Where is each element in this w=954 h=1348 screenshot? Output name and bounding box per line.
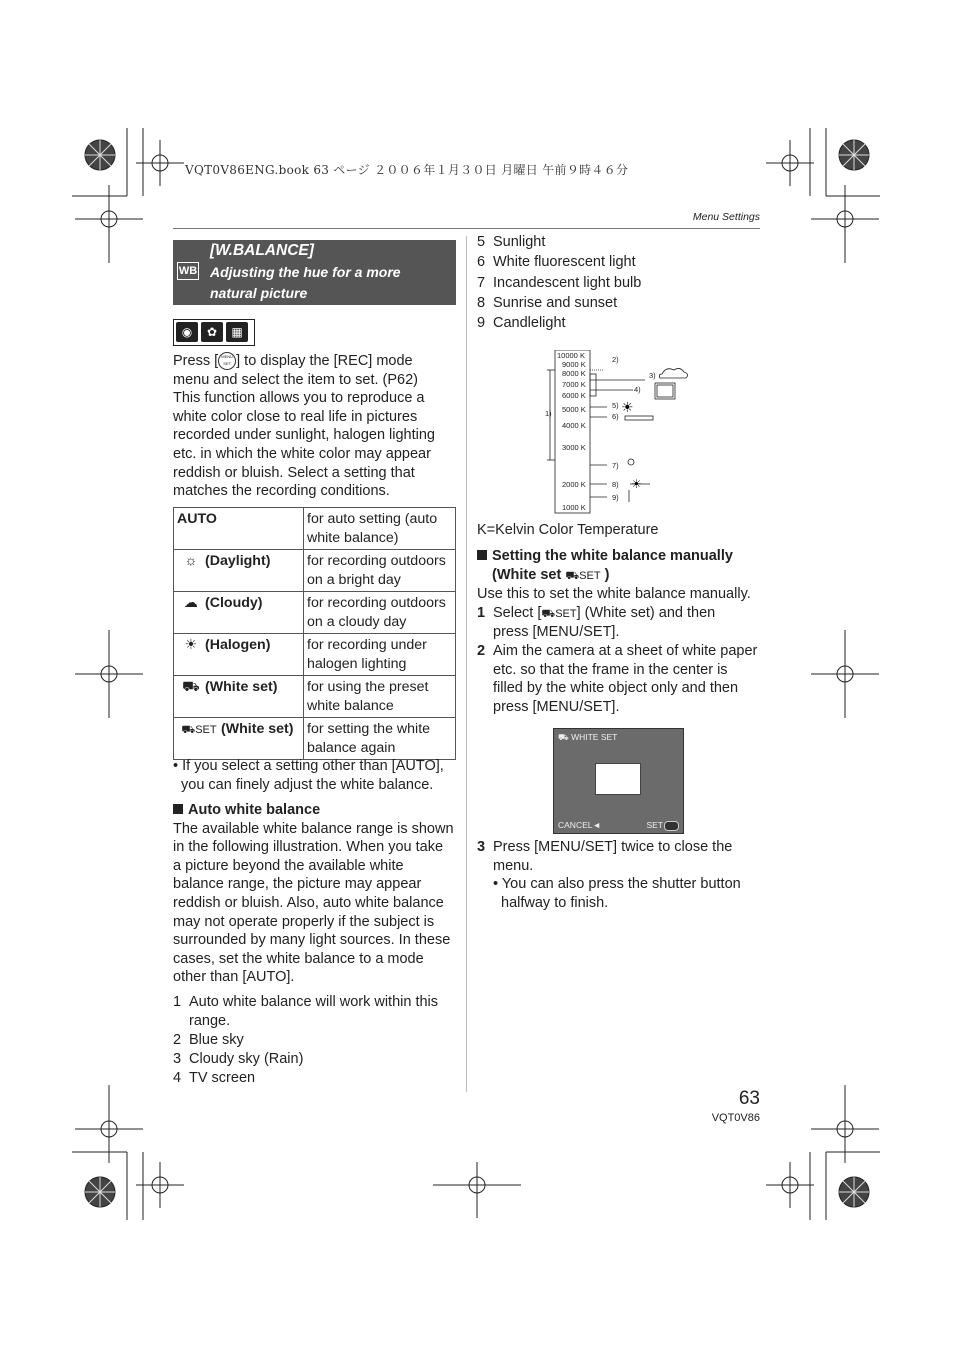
sunlight-icon: ☀ [621, 400, 634, 416]
menu-set-icon: MENU SET [218, 352, 236, 370]
cloudy-icon: ☁ [183, 595, 199, 611]
menu-set-icon [664, 821, 679, 831]
table-row: ⛟SET (White set) for setting the white balance again [174, 718, 456, 760]
intro-text: Press [ MENU SET ] to display the [REC] mode menu and select the item to set. (P62) This function allows you to reproduce a white color close to real life in pictures recorded under sunlight, halogen lighting etc. in which the white color may appear reddish or bluish. Select a setting that matches the recording conditions. [173, 353, 435, 500]
daylight-icon: ☼ [184, 553, 198, 569]
banner-title: [W.BALANCE] [210, 242, 314, 259]
temp-label: 5000 K [562, 405, 586, 414]
file-header: VQT0V86ENG.book 63 ページ ２００６年１月３０日 月曜日 午前９時４６分 [185, 163, 629, 177]
note: • If you select a setting other than [AUTO], you can finely adjust the white balance. [173, 758, 444, 793]
temp-label: 3000 K [562, 443, 586, 452]
square-bullet-icon [477, 550, 487, 560]
top-rule [173, 228, 760, 229]
temp-label: 2000 K [562, 480, 586, 489]
temp-label: 6000 K [562, 391, 586, 400]
camera-icon: ◉ [176, 322, 198, 342]
white-set-adjust-icon: ⛟SET [181, 724, 217, 736]
white-set-icon: ⛟ [182, 679, 200, 695]
kelvin-note: K=Kelvin Color Temperature [477, 522, 659, 538]
temp-label: 7000 K [562, 380, 586, 389]
marker-label: 9) [612, 493, 619, 502]
square-bullet-icon [173, 804, 183, 814]
kelvin-diagram [545, 350, 700, 515]
manual-step-3: 3 Press [MENU/SET] twice to close the menu. • You can also press the shutter button halfway to finish. [477, 839, 741, 911]
table-row: ☁ (Cloudy) for recording outdoors on a cloudy day [174, 592, 456, 634]
movie-icon: ▦ [226, 322, 248, 342]
legend-left: 1 Auto white balance will work within this range. 2 Blue sky 3 Cloudy sky (Rain) 4 TV screen [173, 994, 439, 1086]
section-label: Menu Settings [692, 211, 760, 223]
doc-code: VQT0V86 [711, 1112, 760, 1124]
marker-label: 6) [612, 412, 619, 421]
table-row: ⛟ (White set) for using the preset white balance [174, 676, 456, 718]
marker-label: 4) [634, 385, 641, 394]
table-row: ☼ (Daylight) for recording outdoors on a bright day [174, 550, 456, 592]
wb-icon: WB [177, 262, 199, 280]
wb-mode-table [173, 507, 456, 760]
table-row: AUTO for auto setting (auto white balance) [174, 508, 456, 550]
manual-section: Setting the white balance manually (White set ⛟SET ) Use this to set the white balance manually. 1 Select [⛟SET] (White set) and then press [MENU/SET]. 2 Aim the camera at a sheet of white paper etc. so that the frame in the center is filled by the white object only and then press [MENU/SET]. [477, 548, 758, 715]
marker-label: 5) [612, 401, 619, 410]
mode-icons [173, 319, 255, 346]
marker-label: 3) [649, 371, 656, 380]
halogen-icon: ☀ [184, 637, 198, 653]
temp-label: 8000 K [562, 369, 586, 378]
marker-label: 8) [612, 480, 619, 489]
white-set-icon: ⛟ [558, 732, 569, 742]
temp-label: 9000 K [562, 360, 586, 369]
table-row: ☀ (Halogen) for recording under halogen lighting [174, 634, 456, 676]
legend-right: 5 Sunlight 6 White fluorescent light 7 Incandescent light bulb 8 Sunrise and sunset 9 Candlelight [477, 234, 642, 332]
white-set-icon: ⛟SET [565, 569, 601, 582]
white-set-screen: ⛟ WHITE SET CANCEL◄ SET [553, 728, 684, 834]
temp-label: 4000 K [562, 421, 586, 430]
auto-wb-section: Auto white balance The available white balance range is shown in the following illustration. When you take a picture beyond the available white balance range, the picture may appear reddish or bluish. Also, auto white balance may not operate properly if the subject is surrounded by many light sources. In these cases, set the white balance to a mode other than [AUTO]. [173, 802, 454, 986]
column-divider [466, 236, 467, 1092]
banner-subtitle: Adjusting the hue for a more natural picture [210, 264, 401, 301]
page-number: 63 [738, 1088, 760, 1109]
white-set-icon: ⛟SET [541, 607, 577, 620]
temp-label: 10000 K [557, 351, 585, 360]
section-banner [173, 240, 456, 305]
marker-label: 2) [612, 355, 619, 364]
marker-label: 7) [612, 461, 619, 470]
sunrise-icon: ☀ [631, 477, 642, 491]
frame-box [595, 763, 641, 795]
marker-label: 1) [545, 409, 552, 418]
macro-icon: ✿ [201, 322, 223, 342]
temp-label: 1000 K [562, 503, 586, 512]
